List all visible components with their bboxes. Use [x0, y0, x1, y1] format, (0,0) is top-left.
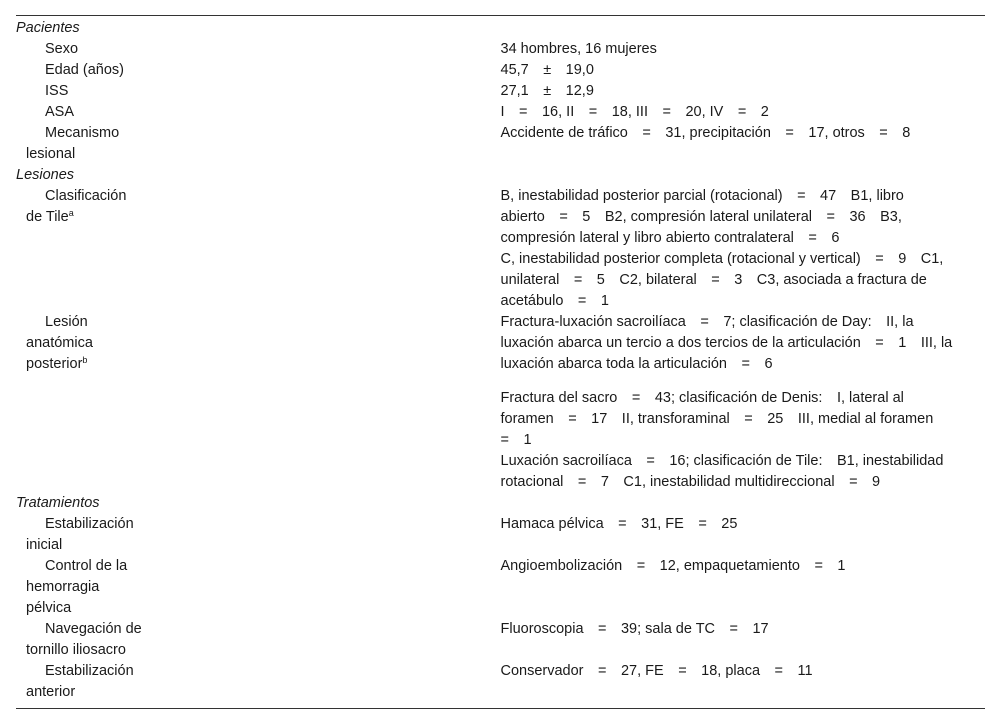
table-row — [16, 514, 985, 556]
row-value-lesion-sacro: Fractura del sacro = 43; clasificación de Denis: I, lateral al foramen = 17 II, transforaminal = 25 III, medial al foramen = 1 — [500, 390, 948, 448]
row-label-iss: ISS — [45, 83, 69, 99]
row-value-sexo: 34 hombres, 16 mujeres — [500, 41, 657, 57]
table-row — [16, 619, 985, 661]
row-value-tile-b: B, inestabilidad posterior parcial (rotacional) = 47 B1, libro abierto = 5 B2, compresión lateral unilateral = 36 B3, compresión lateral y libro abierto contralateral = 6 — [500, 188, 904, 246]
row-label-navegacion: Navegación de — [45, 621, 142, 637]
row-label-estabilizacion-inicial: Estabilización — [45, 516, 134, 532]
row-label-estabilizacion-anterior: Estabilización — [45, 663, 134, 679]
table-row — [16, 60, 985, 81]
row-label-mecanismo-cont: lesional — [26, 146, 76, 162]
table-row — [16, 123, 985, 165]
row-label-estabilizacion-anterior-cont: anterior — [26, 684, 76, 700]
row-value-iss: 27,1 ± 12,9 — [500, 83, 594, 99]
row-label-asa: ASA — [45, 104, 75, 120]
row-value-estabilizacion-anterior: Conservador = 27, FE = 18, placa = 11 — [500, 663, 813, 679]
row-label-sexo: Sexo — [45, 41, 79, 57]
row-label-tile-cont: de Tile — [26, 209, 69, 225]
row-value-estabilizacion-inicial: Hamaca pélvica = 31, FE = 25 — [500, 516, 738, 532]
table-row — [16, 556, 985, 619]
row-value-mecanismo: Accidente de tráfico = 31, precipitación = 17, otros = 8 — [500, 125, 911, 141]
section-row-lesiones — [16, 165, 985, 186]
section-row-tratamientos — [16, 493, 985, 514]
row-label-estabilizacion-inicial-cont: inicial — [26, 537, 63, 553]
table-row — [16, 102, 985, 123]
row-value-tile-c: C, inestabilidad posterior completa (rotacional y vertical) = 9 C1, unilateral = 5 C2, bilateral = 3 C3, asociada a fractura de acetábulo = 1 — [500, 251, 944, 309]
row-label-lesion-cont: anatómica — [26, 335, 93, 351]
row-label-control-cont2: pélvica — [26, 600, 72, 616]
table-row — [16, 81, 985, 102]
table-row — [16, 312, 985, 493]
row-value-lesion-sacroiliaca: Fractura-luxación sacroilíaca = 7; clasificación de Day: II, la luxación abarca un tercio a dos tercios de la articulación = 1 III, la luxación abarca toda la articulación = 6 — [500, 314, 953, 372]
data-table — [16, 15, 985, 709]
row-label-control-cont: hemorragia — [26, 579, 100, 595]
row-value-edad: 45,7 ± 19,0 — [500, 62, 594, 78]
section-title-lesiones: Lesiones — [16, 167, 75, 183]
table-row — [16, 661, 985, 703]
section-title-pacientes: Pacientes — [16, 20, 80, 36]
table-row — [16, 186, 985, 312]
row-label-lesion: Lesión — [45, 314, 88, 330]
row-label-tile: Clasificación — [45, 188, 127, 204]
row-value-control: Angioembolización = 12, empaquetamiento = 1 — [500, 558, 846, 574]
row-label-control: Control de la — [45, 558, 128, 574]
characteristics-table — [16, 18, 985, 703]
table-row — [16, 39, 985, 60]
row-value-navegacion: Fluoroscopia = 39; sala de TC = 17 — [500, 621, 769, 637]
footnote-marker-a: a — [68, 208, 74, 218]
section-title-tratamientos: Tratamientos — [16, 495, 100, 511]
row-label-mecanismo: Mecanismo — [45, 125, 120, 141]
row-value-lesion-luxacion: Luxación sacroilíaca = 16; clasificación de Tile: B1, inestabilidad rotacional = 7 C1, inestabilidad multidireccional = 9 — [500, 453, 944, 490]
row-label-edad: Edad (años) — [45, 62, 124, 78]
row-label-navegacion-cont: tornillo iliosacro — [26, 642, 126, 658]
row-value-asa: I = 16, II = 18, III = 20, IV = 2 — [500, 104, 769, 120]
section-row-pacientes — [16, 18, 985, 39]
footnote-marker-b: b — [82, 355, 88, 365]
row-label-lesion-cont2: posterior — [26, 356, 83, 372]
